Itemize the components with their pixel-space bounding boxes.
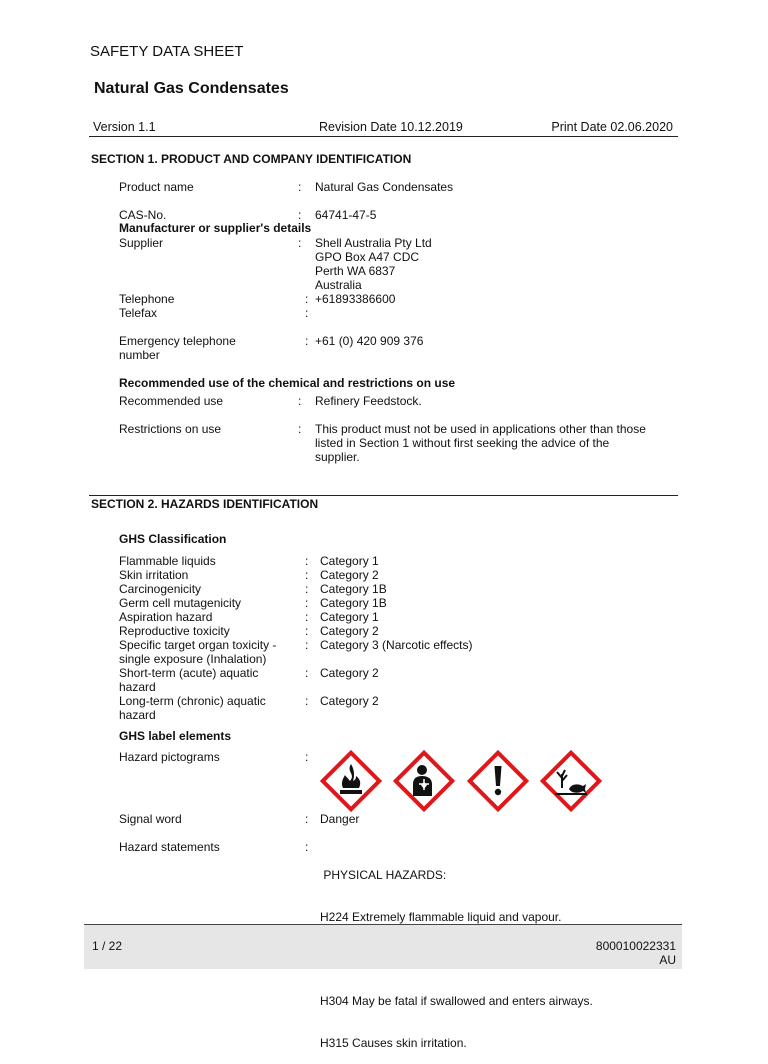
doc-number: 800010022331 (595, 939, 676, 953)
manufacturer-heading: Manufacturer or supplier's details (119, 221, 312, 235)
supplier-label: Supplier (119, 236, 164, 250)
health-hazard-icon (391, 748, 457, 814)
product-title: Natural Gas Condensates (94, 80, 289, 97)
document-id (596, 939, 676, 967)
class-row (119, 666, 276, 694)
print-date: Print Date 02.06.2020 (551, 120, 673, 134)
class-label: Flammable liquids (119, 554, 216, 568)
section2-divider (89, 495, 678, 496)
class-row (119, 554, 276, 568)
class-row (119, 582, 276, 596)
class-label: single exposure (Inhalation) (119, 652, 267, 666)
class-value: Category 2 (320, 624, 379, 638)
class-label: Skin irritation (119, 568, 189, 582)
classification-list (119, 554, 276, 722)
emergency-label (119, 334, 236, 362)
telephone-label: Telephone (119, 292, 175, 306)
pictograms-label: Hazard pictograms (119, 750, 220, 764)
flame-icon (318, 748, 384, 814)
colon: : (298, 180, 302, 194)
header-divider (89, 136, 678, 137)
page-number: 1 / 22 (92, 939, 123, 953)
class-value: Category 1 (320, 610, 379, 624)
class-row (119, 568, 276, 582)
restrictions-line: This product must not be used in applications other than those (315, 422, 646, 436)
colon: : (305, 292, 309, 306)
ghs-classification-heading: GHS Classification (119, 532, 227, 546)
class-value: Category 1B (320, 582, 387, 596)
page-footer (84, 924, 682, 969)
colon: : (298, 208, 302, 222)
colon: : (298, 236, 302, 250)
class-label: Carcinogenicity (119, 582, 202, 596)
class-value: Category 2 (320, 694, 379, 708)
class-label: hazard (119, 708, 156, 722)
section2-heading: SECTION 2. HAZARDS IDENTIFICATION (91, 497, 319, 511)
colon: : (298, 422, 302, 436)
class-value: Category 3 (Narcotic effects) (320, 638, 473, 652)
class-value: Category 1B (320, 596, 387, 610)
label-elements-heading: GHS label elements (119, 729, 232, 743)
region-code: AU (659, 953, 676, 967)
colon: : (305, 812, 309, 826)
class-value: Category 2 (320, 666, 379, 680)
product-name-value: Natural Gas Condensates (315, 180, 454, 194)
supplier-address (315, 236, 432, 292)
colon: : (305, 334, 309, 348)
section1-heading: SECTION 1. PRODUCT AND COMPANY IDENTIFICATION (91, 152, 412, 166)
telephone-value: +61893386600 (315, 292, 396, 306)
signal-word-value: Danger (320, 812, 360, 826)
class-label: Aspiration hazard (119, 610, 213, 624)
colon: : (305, 750, 309, 764)
exclamation-icon (465, 748, 531, 814)
version: Version 1.1 (93, 120, 156, 134)
restrictions-line: listed in Section 1 without first seeking the advice of the (315, 436, 610, 450)
restrictions-value (315, 422, 646, 464)
hazard-statement: H224 Extremely flammable liquid and vapour. (320, 910, 562, 924)
recommended-use-label: Recommended use (119, 394, 224, 408)
emergency-label-line: Emergency telephone (119, 334, 236, 348)
hazard-statement: H304 May be fatal if swallowed and enters airways. (320, 994, 593, 1008)
supplier-line: GPO Box A47 CDC (315, 250, 420, 264)
restrictions-line: supplier. (315, 450, 360, 464)
class-row (119, 624, 276, 638)
recommended-use-value: Refinery Feedstock. (315, 394, 422, 408)
class-values (320, 554, 473, 722)
class-value: Category 1 (320, 554, 379, 568)
class-row (119, 638, 276, 666)
class-colons: : : : : : : : : : (305, 554, 309, 708)
hazard-statements-label: Hazard statements (119, 840, 220, 854)
supplier-line: Shell Australia Pty Ltd (315, 236, 432, 250)
emergency-label-line: number (119, 348, 160, 362)
colon: : (305, 840, 309, 854)
class-label: Germ cell mutagenicity (119, 596, 242, 610)
supplier-line: Australia (315, 278, 362, 292)
colon: : (305, 306, 309, 320)
sheet-title: SAFETY DATA SHEET (90, 43, 244, 60)
revision-date: Revision Date 10.12.2019 (319, 120, 463, 134)
cas-value: 64741-47-5 (315, 208, 377, 222)
environment-icon (538, 748, 604, 814)
class-label: Short-term (acute) aquatic (119, 666, 259, 680)
restrictions-label: Restrictions on use (119, 422, 222, 436)
class-label: Long-term (chronic) aquatic (119, 694, 266, 708)
class-label: Reproductive toxicity (119, 624, 230, 638)
class-row (119, 596, 276, 610)
hazard-statement: PHYSICAL HAZARDS: (320, 868, 447, 882)
signal-word-label: Signal word (119, 812, 182, 826)
hazard-statement: H315 Causes skin irritation. (320, 1036, 467, 1050)
recommended-heading: Recommended use of the chemical and restrictions on use (119, 376, 456, 390)
class-label: hazard (119, 680, 156, 694)
telefax-label: Telefax (119, 306, 158, 320)
product-name-label: Product name (119, 180, 194, 194)
class-row (119, 694, 276, 722)
class-value: Category 2 (320, 568, 379, 582)
cas-label: CAS-No. (119, 208, 167, 222)
supplier-line: Perth WA 6837 (315, 264, 396, 278)
colon: : (298, 394, 302, 408)
class-row (119, 610, 276, 624)
emergency-value: +61 (0) 420 909 376 (315, 334, 424, 348)
class-label: Specific target organ toxicity - (119, 638, 277, 652)
